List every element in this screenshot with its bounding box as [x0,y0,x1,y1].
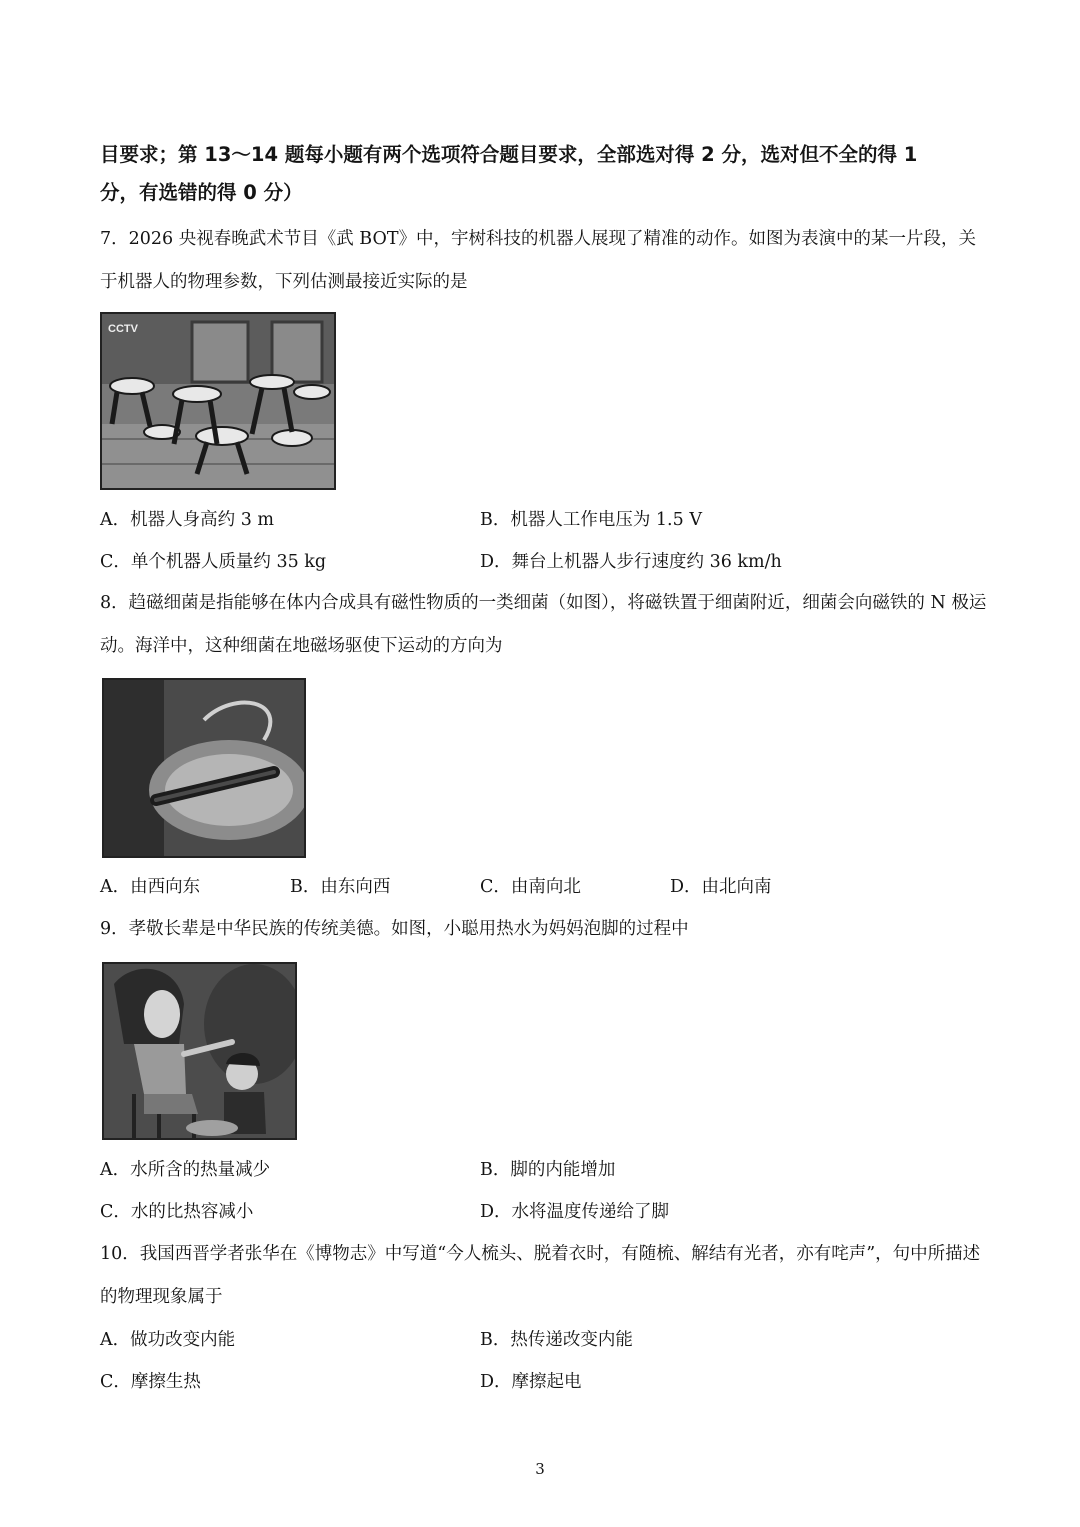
q8-option-c: C．由南向北 [480,877,581,897]
q8-option-a: A．由西向东 [100,877,201,897]
q10-option-a: A．做功改变内能 [100,1330,236,1350]
q10-option-c: C．摩擦生热 [100,1372,201,1392]
q7-option-b: B．机器人工作电压为 1.5 V [480,510,702,530]
q10-option-d: D．摩擦起电 [480,1372,582,1392]
q9-option-a: A．水所含的热量减少 [100,1160,271,1180]
section-instructions [100,136,990,212]
robot-performance-photo [100,312,336,490]
q7-option-d: D．舞台上机器人步行速度约 36 km/h [480,552,782,572]
question-7-stem: 7．2026 央视春晚武术节目《武 BOT》中，宇树科技的机器人展现了精准的动作。如图为表演中的某一片段，关于机器人的物理参数，下列估测最接近实际的是 [100,229,976,292]
question-8-stem: 8．趋磁细菌是指能够在体内合成具有磁性物质的一类细菌（如图），将磁铁置于细菌附近，细菌会向磁铁的 N 极运动。海洋中，这种细菌在地磁场驱使下运动的方向为 [100,593,987,656]
magnetotactic-bacteria-photo [102,678,306,858]
q10-option-b: B．热传递改变内能 [480,1330,633,1350]
q9-option-c: C．水的比热容减小 [100,1202,254,1222]
question-10-stem: 10．我国西晋学者张华在《博物志》中写道“今人梳头、脱着衣时，有随梳、解结有光者，亦有咤声”，句中所描述的物理现象属于 [100,1244,981,1307]
question-9-stem: 9．孝敬长辈是中华民族的传统美德。如图，小聪用热水为妈妈泡脚的过程中 [100,919,689,939]
foot-washing-illustration [102,962,297,1140]
figure-logo: CCTV [108,323,138,335]
q8-option-b: B．由东向西 [290,877,391,897]
q7-option-a: A．机器人身高约 3 m [100,510,274,530]
robot-performance-illustration [102,314,334,488]
q9-option-d: D．水将温度传递给了脚 [480,1202,670,1222]
page-number: 3 [535,1460,545,1478]
q9-option-b: B．脚的内能增加 [480,1160,616,1180]
instructions-line-1: 目要求；第 13～14 题每小题有两个选项符合题目要求，全部选对得 2 分，选对但不全的得 1 [100,143,918,166]
instructions-line-2: 分，有选错的得 0 分） [100,181,303,204]
bacteria-micrograph [104,680,304,856]
mother-and-child-drawing [104,964,295,1138]
q8-option-d: D．由北向南 [670,877,772,897]
q7-option-c: C．单个机器人质量约 35 kg [100,552,327,572]
